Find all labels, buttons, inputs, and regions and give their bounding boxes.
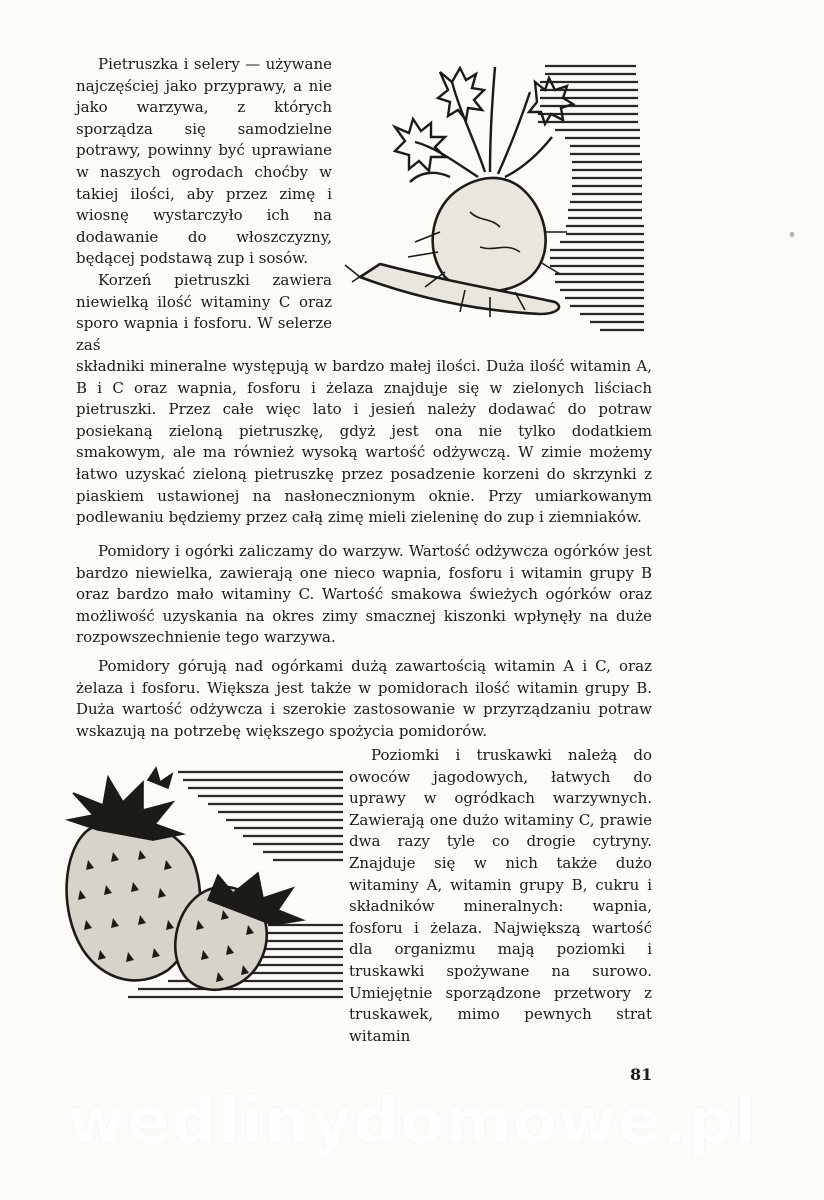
text-column-full-1: [76, 356, 652, 529]
watermark: wedlinydomowe.pl: [66, 1085, 758, 1159]
paragraph-tomatoes: Pomidory górują nad ogórkami dużą zawartością witamin A i C, oraz żelaza i fosforu. Większa jest także w pomidorach ilość witamin grupy B. Duża wartość odżywcza i szerokie zastosowanie w przyrządzaniu potraw wskazują na potrzebę większego spożycia pomidorów.: [76, 657, 652, 740]
paragraph-tomatoes-cucumbers: Pomidory i ogórki zaliczamy do warzyw. Wartość odżywcza ogórków jest bardzo niewielka, zawierają one nieco wapnia, fosforu i witamin grupy B oraz bardzo mało witaminy C. Wartość smakowa świeżych ogórków oraz możliwość uzyskania na okres zimy smacznej kiszonki wpłynęły na duże rozpowszechnienie tego warzywa.: [76, 542, 652, 647]
text-column-top: [76, 54, 332, 356]
page-number: 81: [630, 1065, 653, 1084]
text-column-full-2: [76, 541, 652, 649]
paragraph-strawberries: Poziomki i truskawki należą do owoców jagodowych, łatwych do uprawy w ogródkach warzywnych. Zawierają one dużo witaminy C, prawie dwa razy tyle co drogie cytryny. Znajduje się w nich także dużo witaminy A, witamin grupy B, cukru i składników mineralnych: wapnia, fosforu i żelaza. Największą wartość dla organizmu mają poziomki i truskawki spożywane na surowo. Umiejętnie sporządzone przetwory z truskawek, mimo pewnych strat witamin: [349, 746, 652, 1045]
strawberry-icon: [58, 760, 348, 1010]
leaves: [395, 67, 573, 182]
parsley-root-icon: [340, 52, 650, 342]
paragraph-parsley-root-end: składniki mineralne występują w bardzo małej ilości. Duża ilość witamin A, B i C oraz wapnia, fosforu i żelaza znajduje się w zielonych liściach pietruszki. Przez całe więc lato i jesień należy dodawać do potraw posiekaną zieloną pietruszkę, gdyż jest ona nie tylko dodatkiem smakowym, ale ma również wysoką wartość odżywczą. W zimie możemy łatwo uzyskać zieloną pietruszkę przez posadzenie korzeni do skrzynki z piaskiem ustawionej na nasłonecznionym oknie. Przy umiarkowanym podlewaniu będziemy przez całą zimę mieli zieleninę do zup i ziemniaków.: [76, 357, 652, 527]
text-column-bottom: [349, 745, 652, 1047]
hatch-stripes: [538, 66, 644, 330]
root: [360, 178, 559, 314]
paragraph-parsley-celery: Pietruszka i selery — używane najczęściej jako przyprawy, a nie jako warzywa, z których sporządza się samodzielne potrawy, powinny być uprawiane w naszych ogrodach choćby w takiej ilości, aby przez zimę i wiosnę wystarczyło ich na dodawanie do włoszczyzny, będącej podstawą zup i sosów.: [76, 55, 332, 268]
text-column-full-3: [76, 656, 652, 742]
paper-speck: [790, 232, 794, 237]
paragraph-parsley-root-start: Korzeń pietruszki zawiera niewielką ilość witaminy C oraz sporo wapnia i fosforu. W selerze zaś: [76, 270, 332, 354]
